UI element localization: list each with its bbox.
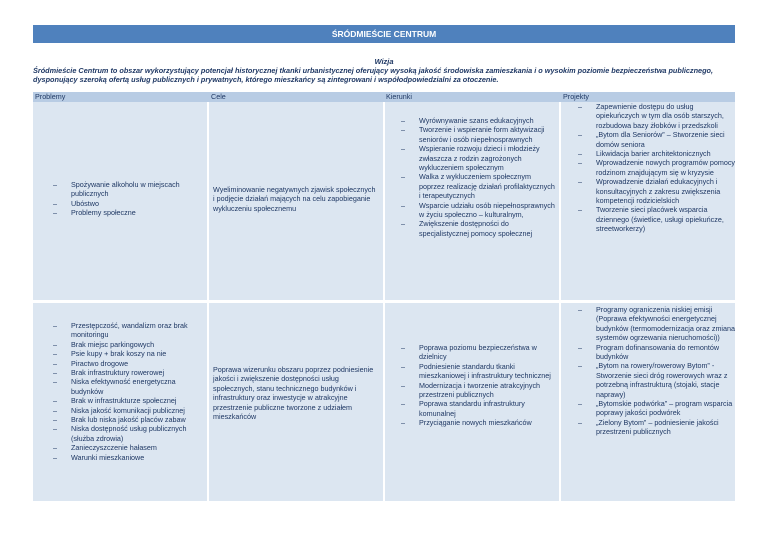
list-item: – Piractwo drogowe: [53, 359, 205, 368]
list-item: – Zwiększenie dostępności do specjalistycznej pomocy społecznej: [401, 219, 555, 238]
list-item: – Brak lub niska jakość placów zabaw: [53, 415, 205, 424]
vision-text: Śródmieście Centrum to obszar wykorzystujący potencjał historycznej tkanki urbanistycznej oferujący wysoką jakość środowiska zamieszkania i o wysokim poziomie bezpieczeństwa publicznego, dysponujący szeroką ofertą usług publicznych i prywatnych, którego mieszkańcy są zintegrowani i współodpowiedzialni za otoczenie.: [33, 66, 714, 84]
column-header-directions: Kierunki: [386, 92, 412, 101]
list-item: – Tworzenie sieci placówek wsparcia dziennego (świetlice, usługi opiekuńcze, streetworkerzy): [578, 205, 736, 233]
list-item: – „Zielony Bytom” – podniesienie jakości przestrzeni publicznych: [578, 418, 736, 437]
projects-cell: [578, 305, 736, 437]
column-header-row: [33, 92, 735, 102]
list-item: – Niska dostępność usług publicznych (służba zdrowia): [53, 424, 205, 443]
list-item: – Niska efektywność energetyczna budynków: [53, 377, 205, 396]
column-header-goals: Cele: [211, 92, 226, 101]
directions-cell: [401, 116, 555, 238]
column-header-problems: Problemy: [35, 92, 66, 101]
list-item: – Walka z wykluczeniem społecznym poprzez realizację działań profilaktycznych i terapeutycznych: [401, 172, 555, 200]
list-item: – Program dofinansowania do remontów budynków: [578, 343, 736, 362]
list-item: – Problemy społeczne: [53, 208, 203, 217]
list-item: – Poprawa standardu infrastruktury komunalnej: [401, 399, 555, 418]
directions-cell: [401, 343, 555, 428]
list-item: – Tworzenie i wspieranie form aktywizacji seniorów i osób niepełnosprawnych: [401, 125, 555, 144]
table-row: [33, 102, 735, 300]
list-item: – „Bytom dla Seniorów” – Stworzenie sieci domów seniora: [578, 130, 736, 149]
list-item: – Brak miejsc parkingowych: [53, 340, 205, 349]
list-item: – Warunki mieszkaniowe: [53, 453, 205, 462]
list-item: – Niska jakość komunikacji publicznej: [53, 406, 205, 415]
list-item: – Wyrównywanie szans edukacyjnych: [401, 116, 555, 125]
list-item: – Wspieranie rozwoju dzieci i młodzieży zwłaszcza z rodzin zagrożonych wykluczeniem społecznym: [401, 144, 555, 172]
column-header-projects: Projekty: [563, 92, 589, 101]
list-item: – Przestępczość, wandalizm oraz brak monitoringu: [53, 321, 205, 340]
problems-cell: [53, 180, 203, 218]
list-item: – Zanieczyszczenie hałasem: [53, 443, 205, 452]
list-item: – Wsparcie udziału osób niepełnosprawnych w życiu społeczno – kulturalnym,: [401, 201, 555, 220]
list-item: – Spożywanie alkoholu w miejscach publicznych: [53, 180, 203, 199]
vision-section: [33, 57, 735, 84]
list-item: – „Bytom na rowery/rowerowy Bytom” - Stworzenie sieci dróg rowerowych wraz z potrzebną infrastrukturą (stojaki, stacje naprawy): [578, 361, 736, 399]
list-item: – Brak w infrastrukturze społecznej: [53, 396, 205, 405]
list-item: – „Bytomskie podwórka” – program wsparcia poprawy jakości podwórek: [578, 399, 736, 418]
list-item: – Brak infrastruktury rowerowej: [53, 368, 205, 377]
projects-cell: [578, 102, 736, 234]
list-item: – Poprawa poziomu bezpieczeństwa w dzielnicy: [401, 343, 555, 362]
page-title: ŚRÓDMIEŚCIE CENTRUM: [33, 25, 735, 43]
vision-heading: Wizja: [374, 57, 394, 66]
list-item: – Wprowadzenie działań edukacyjnych i konsultacyjnych z zakresu zwiększenia kompetencji rodzicielskich: [578, 177, 736, 205]
list-item: – Psie kupy + brak koszy na nie: [53, 349, 205, 358]
list-item: – Zapewnienie dostępu do usług opiekuńczych w tym dla osób starszych, rozbudowa bazy żłobków i przedszkoli: [578, 102, 736, 130]
table-row: [33, 303, 735, 501]
goal-cell: Wyeliminowanie negatywnych zjawisk społecznych i podjęcie działań mających na celu zapobieganie wykluczeniu społecznemu: [213, 185, 376, 213]
list-item: – Wprowadzenie nowych programów pomocy rodzinom znajdującym się w kryzysie: [578, 158, 736, 177]
list-item: – Ubóstwo: [53, 199, 203, 208]
list-item: – Przyciąganie nowych mieszkańców: [401, 418, 555, 427]
list-item: – Modernizacja i tworzenie atrakcyjnych przestrzeni publicznych: [401, 381, 555, 400]
goal-cell: Poprawa wizerunku obszaru poprzez podniesienie jakości i zwiększenie dostępności usług społecznych, stanu technicznego budynków i infrastruktury oraz inwestycje w atrakcyjne przestrzenie publiczne tworzone z udziałem mieszkańców: [213, 365, 374, 422]
list-item: – Programy ograniczenia niskiej emisji (Poprawa efektywności energetycznej budynków (termomodernizacja oraz zmiana systemów ogrzewania nieruchomości)): [578, 305, 736, 343]
problems-cell: [53, 321, 205, 462]
list-item: – Podniesienie standardu tkanki mieszkaniowej i infrastruktury technicznej: [401, 362, 555, 381]
list-item: – Likwidacja barier architektonicznych: [578, 149, 736, 158]
